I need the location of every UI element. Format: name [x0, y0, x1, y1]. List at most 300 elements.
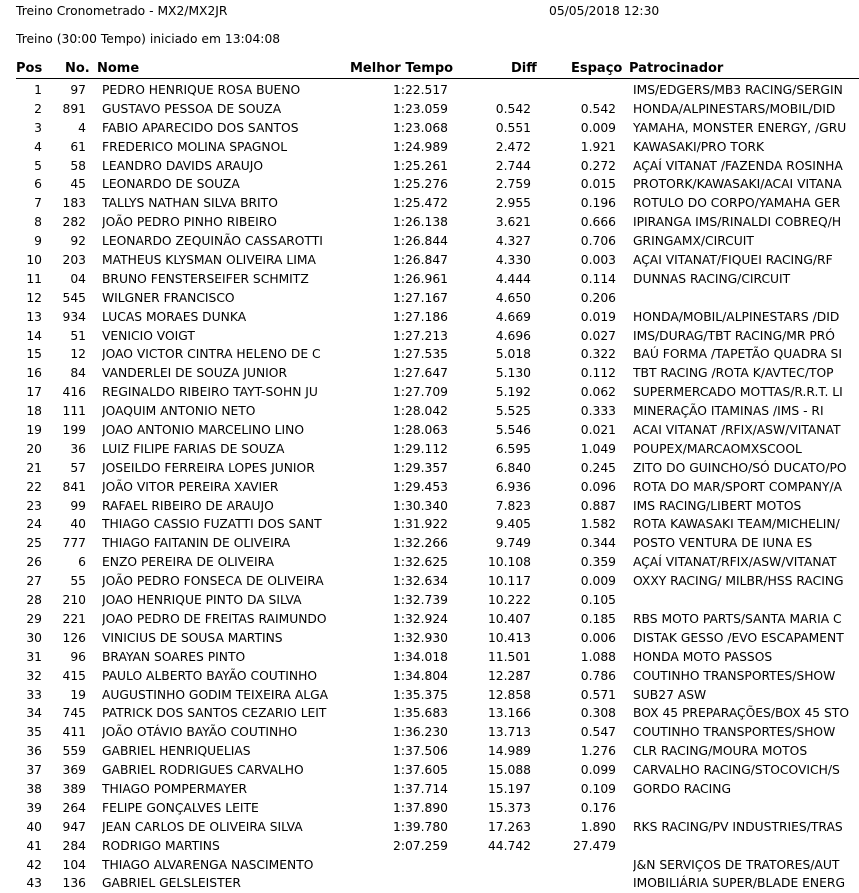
cell-pos: 16 [26, 366, 42, 381]
cell-sponsor: J&N SERVIÇOS DE TRATORES/AUT [633, 857, 840, 872]
cell-pos: 42 [26, 857, 42, 872]
cell-number: 369 [62, 763, 86, 778]
cell-pos: 40 [26, 819, 42, 834]
cell-sponsor: YAMAHA, MONSTER ENERGY, /GRU [633, 120, 847, 135]
cell-number: 6 [78, 555, 86, 570]
cell-best-time: 1:27.709 [393, 385, 448, 400]
cell-name: RAFAEL RIBEIRO DE ARAUJO [102, 498, 274, 513]
cell-diff: 11.501 [487, 649, 531, 664]
cell-diff: 10.413 [487, 630, 531, 645]
cell-name: THIAGO ALVARENGA NASCIMENTO [102, 857, 314, 872]
cell-gap: 1.890 [580, 819, 616, 834]
cell-diff: 6.595 [495, 441, 531, 456]
cell-gap: 1.049 [580, 441, 616, 456]
cell-best-time: 1:34.018 [393, 649, 448, 664]
cell-name: AUGUSTINHO GODIM TEIXEIRA ALGA [102, 687, 329, 702]
cell-gap: 0.322 [580, 347, 616, 362]
cell-gap: 0.112 [580, 366, 616, 381]
cell-name: ENZO PEREIRA DE OLIVEIRA [102, 555, 275, 570]
cell-number: 55 [70, 574, 86, 589]
cell-number: 934 [62, 309, 86, 324]
report-datetime: 05/05/2018 12:30 [549, 4, 660, 18]
cell-sponsor: GORDO RACING [633, 781, 731, 796]
cell-best-time: 1:22.517 [393, 83, 448, 97]
cell-pos: 8 [34, 215, 42, 230]
cell-sponsor: IPIRANGA IMS/RINALDI COBREQ/H [633, 215, 842, 230]
cell-gap: 0.344 [580, 536, 616, 551]
cell-pos: 17 [26, 385, 42, 400]
cell-name: JOSEILDO FERREIRA LOPES JUNIOR [102, 460, 315, 475]
cell-diff: 10.117 [487, 574, 531, 589]
cell-number: 61 [70, 139, 86, 154]
cell-sponsor: BAÚ FORMA /TAPETÃO QUADRA SI [633, 347, 842, 362]
cell-name: JOAO VICTOR CINTRA HELENO DE C [102, 347, 321, 362]
cell-diff: 5.018 [495, 347, 531, 362]
cell-name: PEDRO HENRIQUE ROSA BUENO [102, 83, 301, 97]
cell-pos: 33 [26, 687, 42, 702]
cell-gap: 0.003 [580, 253, 616, 268]
cell-number: 545 [62, 290, 86, 305]
cell-sponsor: AÇAI VITANAT/FIQUEI RACING/RF [633, 253, 833, 268]
cell-diff: 10.222 [487, 593, 531, 608]
cell-pos: 31 [26, 649, 42, 664]
cell-best-time: 1:36.230 [393, 725, 448, 740]
cell-diff: 5.130 [495, 366, 531, 381]
cell-diff: 4.444 [495, 271, 531, 286]
table-row [0, 723, 859, 742]
cell-best-time: 1:26.138 [393, 215, 448, 230]
cell-gap: 0.706 [580, 234, 616, 249]
cell-name: LUIZ FILIPE FARIAS DE SOUZA [102, 441, 285, 456]
cell-sponsor: DISTAK GESSO /EVO ESCAPAMENT [633, 630, 844, 645]
cell-diff: 17.263 [487, 819, 531, 834]
table-row [0, 308, 859, 327]
cell-pos: 25 [26, 536, 42, 551]
cell-gap: 0.105 [580, 593, 616, 608]
cell-diff: 4.696 [495, 328, 531, 343]
cell-name: LUCAS MORAES DUNKA [102, 309, 247, 324]
cell-diff: 2.955 [495, 196, 531, 211]
cell-pos: 20 [26, 441, 42, 456]
cell-name: JOÃO OTÁVIO BAYÃO COUTINHO [102, 725, 298, 740]
table-row [0, 553, 859, 572]
cell-best-time: 1:37.714 [393, 781, 448, 796]
cell-number: 416 [62, 385, 86, 400]
cell-best-time: 1:26.844 [393, 234, 448, 249]
cell-number: 183 [62, 196, 86, 211]
cell-best-time: 1:27.535 [393, 347, 448, 362]
table-row [0, 157, 859, 176]
cell-name: JOÃO PEDRO PINHO RIBEIRO [102, 215, 277, 230]
cell-pos: 32 [26, 668, 42, 683]
cell-number: 126 [62, 630, 86, 645]
cell-pos: 29 [26, 611, 42, 626]
cell-best-time: 1:31.922 [393, 517, 448, 532]
cell-name: JOÃO VITOR PEREIRA XAVIER [102, 479, 279, 494]
cell-sponsor: AÇAÍ VITANAT /FAZENDA ROSINHA [633, 158, 843, 173]
cell-gap: 0.015 [580, 177, 616, 192]
cell-gap: 0.308 [580, 706, 616, 721]
cell-sponsor: ACAI VITANAT /RFIX/ASW/VITANAT [633, 423, 841, 438]
table-row [0, 440, 859, 459]
cell-pos: 9 [34, 234, 42, 249]
cell-pos: 43 [26, 876, 42, 891]
table-row [0, 780, 859, 799]
cell-diff: 12.287 [487, 668, 531, 683]
cell-pos: 26 [26, 555, 42, 570]
cell-number: 203 [62, 253, 86, 268]
cell-name: GUSTAVO PESSOA DE SOUZA [102, 101, 282, 116]
cell-name: PAULO ALBERTO BAYÃO COUTINHO [102, 668, 318, 683]
cell-number: 104 [62, 857, 86, 872]
cell-diff: 6.840 [495, 460, 531, 475]
cell-pos: 39 [26, 800, 42, 815]
table-row [0, 81, 859, 100]
table-row [0, 289, 859, 308]
table-row [0, 629, 859, 648]
cell-gap: 0.887 [580, 498, 616, 513]
cell-diff: 5.525 [495, 404, 531, 419]
cell-best-time: 1:32.930 [393, 630, 448, 645]
cell-gap: 0.206 [580, 290, 616, 305]
cell-diff: 15.373 [487, 800, 531, 815]
cell-sponsor: OXXY RACING/ MILBR/HSS RACING [633, 574, 844, 589]
cell-sponsor: ZITO DO GUINCHO/SÓ DUCATO/PO [633, 460, 847, 475]
table-row [0, 497, 859, 516]
cell-pos: 21 [26, 460, 42, 475]
column-name: Nome [97, 61, 140, 76]
cell-number: 841 [62, 479, 86, 494]
table-row [0, 232, 859, 251]
cell-diff: 13.713 [487, 725, 531, 740]
cell-best-time: 1:35.375 [393, 687, 448, 702]
table-row [0, 402, 859, 421]
cell-best-time: 1:37.605 [393, 763, 448, 778]
cell-gap: 1.582 [580, 517, 616, 532]
cell-diff: 5.546 [495, 423, 531, 438]
cell-number: 559 [62, 744, 86, 759]
cell-sponsor: SUB27 ASW [633, 687, 707, 702]
table-row [0, 761, 859, 780]
cell-sponsor: POUPEX/MARCAOMXSCOOL [633, 441, 802, 456]
cell-name: JOAO ANTONIO MARCELINO LINO [102, 423, 305, 438]
cell-number: 4 [78, 120, 86, 135]
cell-pos: 7 [34, 196, 42, 211]
cell-name: LEONARDO ZEQUINÃO CASSAROTTI [102, 234, 323, 249]
cell-gap: 0.096 [580, 479, 616, 494]
cell-name: REGINALDO RIBEIRO TAYT-SOHN JU [102, 385, 318, 400]
table-row [0, 138, 859, 157]
header-divider [16, 78, 859, 79]
table-row [0, 270, 859, 289]
cell-number: 415 [62, 668, 86, 683]
cell-sponsor: AÇAÍ VITANAT/RFIX/ASW/VITANAT [633, 555, 837, 570]
cell-sponsor: RKS RACING/PV INDUSTRIES/TRAS [633, 819, 843, 834]
table-row [0, 459, 859, 478]
cell-diff: 9.749 [495, 536, 531, 551]
cell-gap: 0.571 [580, 687, 616, 702]
cell-gap: 1.276 [580, 744, 616, 759]
cell-number: 411 [62, 725, 86, 740]
cell-pos: 10 [26, 253, 42, 268]
cell-diff: 2.472 [495, 139, 531, 154]
cell-pos: 11 [26, 271, 42, 286]
cell-number: 282 [62, 215, 86, 230]
cell-number: 777 [62, 536, 86, 551]
cell-best-time: 1:25.276 [393, 177, 448, 192]
cell-diff: 2.759 [495, 177, 531, 192]
cell-best-time: 1:28.042 [393, 404, 448, 419]
cell-gap: 0.245 [580, 460, 616, 475]
cell-diff: 6.936 [495, 479, 531, 494]
table-row [0, 251, 859, 270]
cell-diff: 15.197 [487, 781, 531, 796]
table-row [0, 610, 859, 629]
table-row [0, 572, 859, 591]
cell-diff: 4.669 [495, 309, 531, 324]
cell-sponsor: HONDA MOTO PASSOS [633, 649, 773, 664]
cell-best-time: 1:35.683 [393, 706, 448, 721]
cell-number: 891 [62, 101, 86, 116]
cell-gap: 0.019 [580, 309, 616, 324]
cell-best-time: 1:27.213 [393, 328, 448, 343]
cell-number: 947 [62, 819, 86, 834]
cell-sponsor: KAWASAKI/PRO TORK [633, 139, 765, 154]
cell-sponsor: ROTA DO MAR/SPORT COMPANY/A [633, 479, 843, 494]
cell-sponsor: IMS/DURAG/TBT RACING/MR PRÓ [633, 328, 835, 343]
cell-pos: 37 [26, 763, 42, 778]
cell-sponsor: GRINGAMX/CIRCUIT [633, 234, 754, 249]
table-row [0, 534, 859, 553]
cell-name: VINICIUS DE SOUSA MARTINS [102, 630, 283, 645]
cell-diff: 14.989 [487, 744, 531, 759]
cell-gap: 1.921 [580, 139, 616, 154]
cell-sponsor: TBT RACING /ROTA K/AVTEC/TOP [633, 366, 834, 381]
cell-pos: 27 [26, 574, 42, 589]
cell-number: 58 [70, 158, 86, 173]
cell-best-time: 1:32.739 [393, 593, 448, 608]
cell-pos: 19 [26, 423, 42, 438]
cell-name: THIAGO POMPERMAYER [102, 781, 248, 796]
cell-best-time: 1:29.357 [393, 460, 448, 475]
cell-diff: 10.108 [487, 555, 531, 570]
cell-best-time: 1:24.989 [393, 139, 448, 154]
cell-sponsor: HONDA/ALPINESTARS/MOBIL/DID [633, 101, 836, 116]
cell-pos: 24 [26, 517, 42, 532]
cell-gap: 0.272 [580, 158, 616, 173]
cell-name: GABRIEL RODRIGUES CARVALHO [102, 763, 304, 778]
cell-name: WILGNER FRANCISCO [102, 290, 235, 305]
cell-diff: 4.330 [495, 253, 531, 268]
column-header-row [0, 61, 859, 78]
cell-gap: 0.114 [580, 271, 616, 286]
cell-diff: 4.327 [495, 234, 531, 249]
cell-name: GABRIEL GELSLEISTER [102, 876, 241, 891]
cell-sponsor: COUTINHO TRANSPORTES/SHOW [633, 725, 836, 740]
cell-diff: 4.650 [495, 290, 531, 305]
cell-number: 45 [70, 177, 86, 192]
cell-gap: 0.027 [580, 328, 616, 343]
table-row [0, 175, 859, 194]
cell-name: JOAO HENRIQUE PINTO DA SILVA [102, 593, 302, 608]
column-sponsor: Patrocinador [629, 61, 724, 76]
cell-pos: 23 [26, 498, 42, 513]
column-pos: Pos [16, 61, 43, 76]
cell-name: THIAGO FAITANIN DE OLIVEIRA [102, 536, 291, 551]
cell-number: 221 [62, 611, 86, 626]
cell-gap: 0.786 [580, 668, 616, 683]
cell-gap: 0.009 [580, 120, 616, 135]
cell-pos: 30 [26, 630, 42, 645]
cell-number: 284 [62, 838, 86, 853]
cell-best-time: 1:32.634 [393, 574, 448, 589]
cell-pos: 15 [26, 347, 42, 362]
cell-best-time: 1:26.847 [393, 253, 448, 268]
cell-number: 99 [70, 498, 86, 513]
cell-best-time: 1:23.068 [393, 120, 448, 135]
cell-diff: 9.405 [495, 517, 531, 532]
column-best-time: Melhor Tempo [350, 61, 454, 76]
cell-best-time: 1:25.261 [393, 158, 448, 173]
cell-gap: 0.196 [580, 196, 616, 211]
cell-pos: 1 [34, 83, 42, 97]
cell-name: TALLYS NATHAN SILVA BRITO [102, 196, 278, 211]
results-table [0, 81, 859, 893]
table-row [0, 837, 859, 856]
cell-gap: 0.062 [580, 385, 616, 400]
cell-name: LEANDRO DAVIDS ARAUJO [102, 158, 264, 173]
session-info: Treino (30:00 Tempo) iniciado em 13:04:08 [16, 32, 281, 46]
table-row [0, 194, 859, 213]
table-row [0, 648, 859, 667]
cell-name: THIAGO CASSIO FUZATTI DOS SANT [102, 517, 322, 532]
cell-gap: 0.109 [580, 781, 616, 796]
cell-best-time: 1:25.472 [393, 196, 448, 211]
cell-pos: 6 [34, 177, 42, 192]
cell-diff: 3.621 [495, 215, 531, 230]
cell-diff: 12.858 [487, 687, 531, 702]
cell-name: GABRIEL HENRIQUELIAS [102, 744, 251, 759]
cell-gap: 0.542 [580, 101, 616, 116]
cell-sponsor: IMOBILIÁRIA SUPER/BLADE ENERG [633, 876, 845, 891]
cell-pos: 12 [26, 290, 42, 305]
cell-pos: 4 [34, 139, 42, 154]
cell-gap: 0.359 [580, 555, 616, 570]
cell-gap: 0.185 [580, 611, 616, 626]
cell-best-time: 1:27.167 [393, 290, 448, 305]
report-title: Treino Cronometrado - MX2/MX2JR [16, 4, 228, 18]
cell-number: 745 [62, 706, 86, 721]
cell-diff: 7.823 [495, 498, 531, 513]
cell-best-time: 1:27.647 [393, 366, 448, 381]
cell-gap: 0.333 [580, 404, 616, 419]
cell-number: 111 [62, 404, 86, 419]
cell-number: 389 [62, 781, 86, 796]
cell-sponsor: PROTORK/KAWASAKI/ACAI VITANA [633, 177, 842, 192]
table-row [0, 874, 859, 893]
cell-number: 199 [62, 423, 86, 438]
cell-number: 136 [62, 876, 86, 891]
cell-gap: 0.099 [580, 763, 616, 778]
cell-name: JEAN CARLOS DE OLIVEIRA SILVA [102, 819, 303, 834]
cell-best-time: 1:23.059 [393, 101, 448, 116]
cell-name: RODRIGO MARTINS [102, 838, 220, 853]
cell-number: 40 [70, 517, 86, 532]
cell-best-time: 1:29.112 [393, 441, 448, 456]
cell-name: JOÃO PEDRO FONSECA DE OLIVEIRA [102, 574, 324, 589]
table-row [0, 421, 859, 440]
cell-pos: 2 [34, 101, 42, 116]
cell-name: MATHEUS KLYSMAN OLIVEIRA LIMA [102, 253, 316, 268]
cell-best-time: 1:37.506 [393, 744, 448, 759]
cell-pos: 38 [26, 781, 42, 796]
cell-name: JOAQUIM ANTONIO NETO [102, 404, 256, 419]
cell-pos: 41 [26, 838, 42, 853]
cell-name: PATRICK DOS SANTOS CEZARIO LEIT [102, 706, 327, 721]
cell-best-time: 1:37.890 [393, 800, 448, 815]
cell-best-time: 1:30.340 [393, 498, 448, 513]
cell-name: FABIO APARECIDO DOS SANTOS [102, 120, 299, 135]
cell-pos: 36 [26, 744, 42, 759]
cell-best-time: 1:39.780 [393, 819, 448, 834]
cell-sponsor: MINERAÇÃO ITAMINAS /IMS - RI [633, 404, 824, 419]
cell-diff: 0.551 [495, 120, 531, 135]
cell-gap: 0.176 [580, 800, 616, 815]
cell-best-time: 1:32.625 [393, 555, 448, 570]
cell-best-time: 1:32.266 [393, 536, 448, 551]
table-row [0, 818, 859, 837]
cell-diff: 0.542 [495, 101, 531, 116]
cell-number: 84 [70, 366, 86, 381]
cell-name: FELIPE GONÇALVES LEITE [102, 800, 259, 815]
cell-diff: 2.744 [495, 158, 531, 173]
cell-pos: 3 [34, 120, 42, 135]
cell-number: 96 [70, 649, 86, 664]
column-diff: Diff [511, 61, 537, 76]
cell-gap: 0.009 [580, 574, 616, 589]
cell-pos: 13 [26, 309, 42, 324]
cell-number: 19 [70, 687, 86, 702]
cell-gap: 0.021 [580, 423, 616, 438]
table-row [0, 100, 859, 119]
cell-number: 12 [70, 347, 86, 362]
table-row [0, 213, 859, 232]
cell-name: VANDERLEI DE SOUZA JUNIOR [102, 366, 288, 381]
cell-pos: 14 [26, 328, 42, 343]
table-row [0, 704, 859, 723]
cell-sponsor: POSTO VENTURA DE IUNA ES [633, 536, 813, 551]
cell-diff: 5.192 [495, 385, 531, 400]
cell-sponsor: ROTULO DO CORPO/YAMAHA GER [633, 196, 841, 211]
table-row [0, 667, 859, 686]
cell-name: BRUNO FENSTERSEIFER SCHMITZ [102, 271, 309, 286]
cell-number: 264 [62, 800, 86, 815]
column-number: No. [65, 61, 90, 76]
cell-pos: 18 [26, 404, 42, 419]
cell-name: LEONARDO DE SOUZA [102, 177, 240, 192]
cell-sponsor: DUNNAS RACING/CIRCUIT [633, 271, 791, 286]
cell-best-time: 2:07.259 [393, 838, 448, 853]
cell-number: 51 [70, 328, 86, 343]
cell-name: FREDERICO MOLINA SPAGNOL [102, 139, 288, 154]
cell-sponsor: SUPERMERCADO MOTTAS/R.R.T. LI [633, 385, 843, 400]
cell-gap: 0.547 [580, 725, 616, 740]
table-row [0, 591, 859, 610]
cell-gap: 27.479 [572, 838, 616, 853]
table-row [0, 742, 859, 761]
cell-best-time: 1:29.453 [393, 479, 448, 494]
cell-gap: 1.088 [580, 649, 616, 664]
